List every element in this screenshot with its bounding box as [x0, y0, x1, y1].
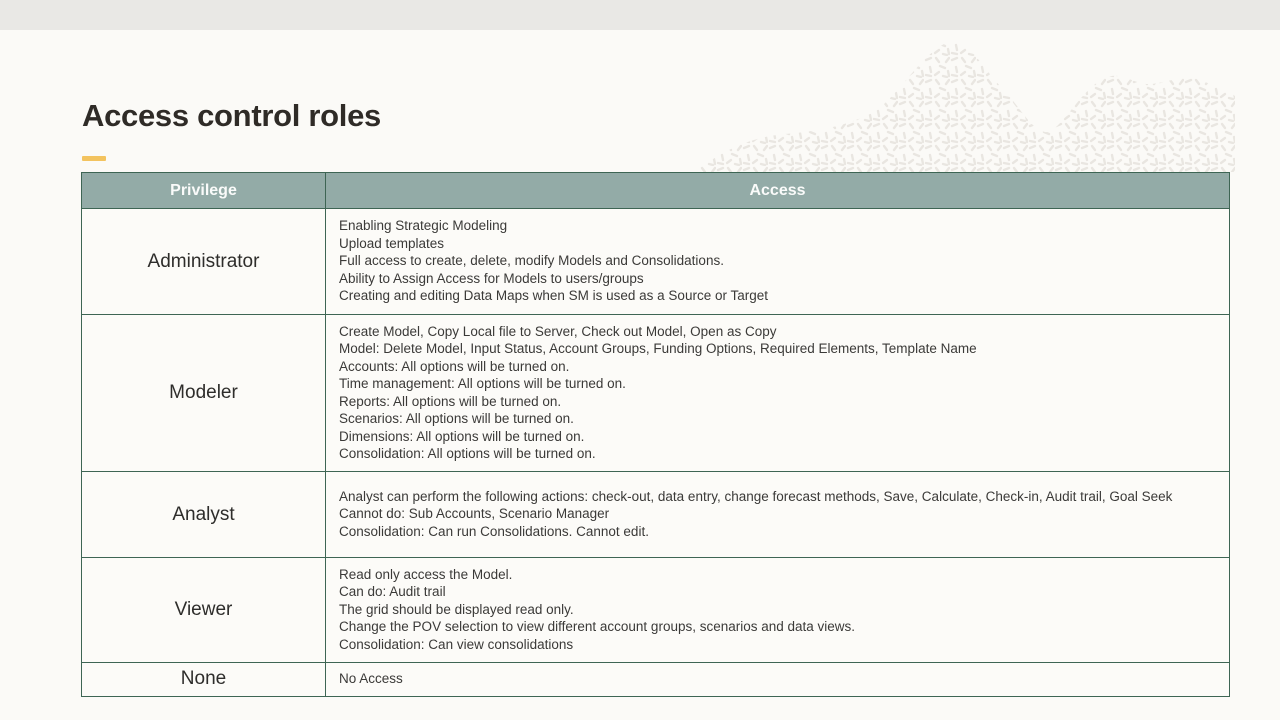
privilege-cell: Administrator [82, 209, 326, 315]
access-cell [326, 209, 1230, 315]
access-line: Full access to create, delete, modify Models and Consolidations. [339, 253, 724, 269]
access-line: Enabling Strategic Modeling [339, 218, 508, 234]
column-header-privilege: Privilege [82, 173, 326, 209]
privilege-cell: Viewer [82, 558, 326, 663]
access-line: Consolidation: Can view consolidations [339, 636, 574, 652]
privilege-cell: None [82, 663, 326, 697]
table-row [82, 558, 1230, 663]
roles-table [81, 172, 1230, 697]
access-cell [326, 558, 1230, 663]
table-row [82, 472, 1230, 558]
page-title: Access control roles [82, 98, 381, 133]
table-row [82, 663, 1230, 697]
mountain-pattern-decoration [690, 34, 1235, 172]
access-line: Change the POV selection to view different account groups, scenarios and data views. [339, 619, 856, 635]
access-cell [326, 663, 1230, 697]
access-line: Cannot do: Sub Accounts, Scenario Manager [339, 506, 610, 522]
access-line: Reports: All options will be turned on. [339, 393, 562, 409]
access-line: The grid should be displayed read only. [339, 601, 574, 617]
table-row [82, 209, 1230, 315]
table-header-row [82, 173, 1230, 209]
access-line: Read only access the Model. [339, 566, 513, 582]
access-line: Consolidation: All options will be turned on. [339, 446, 596, 461]
title-accent-bar [82, 156, 106, 161]
privilege-cell: Analyst [82, 472, 326, 558]
access-cell [326, 472, 1230, 558]
access-cell [326, 315, 1230, 472]
mountain-pattern-svg [690, 34, 1235, 172]
access-line: Analyst can perform the following actions: check-out, data entry, change forecast methods, Save, Calculate, Check-in, Audit trail, Goal Seek [339, 488, 1173, 504]
access-line: Time management: All options will be turned on. [339, 376, 626, 391]
access-line: Model: Delete Model, Input Status, Account Groups, Funding Options, Required Elements, Template Name [339, 341, 977, 356]
access-line: Consolidation: Can run Consolidations. Cannot edit. [339, 523, 649, 539]
access-line: No Access [339, 671, 403, 686]
access-line: Create Model, Copy Local file to Server, Check out Model, Open as Copy [339, 323, 777, 339]
access-line: Creating and editing Data Maps when SM is used as a Source or Target [339, 288, 768, 304]
access-line: Can do: Audit trail [339, 584, 446, 600]
access-line: Dimensions: All options will be turned on. [339, 428, 585, 444]
access-line: Accounts: All options will be turned on. [339, 358, 570, 374]
table-row [82, 315, 1230, 472]
top-bar [0, 0, 1280, 30]
privilege-cell: Modeler [82, 315, 326, 472]
mountain-silhouette [695, 41, 1235, 172]
access-line: Scenarios: All options will be turned on. [339, 411, 574, 426]
column-header-access: Access [326, 173, 1230, 209]
access-line: Upload templates [339, 235, 445, 251]
access-line: Ability to Assign Access for Models to users/groups [339, 270, 644, 286]
roles-table-body [82, 209, 1230, 697]
